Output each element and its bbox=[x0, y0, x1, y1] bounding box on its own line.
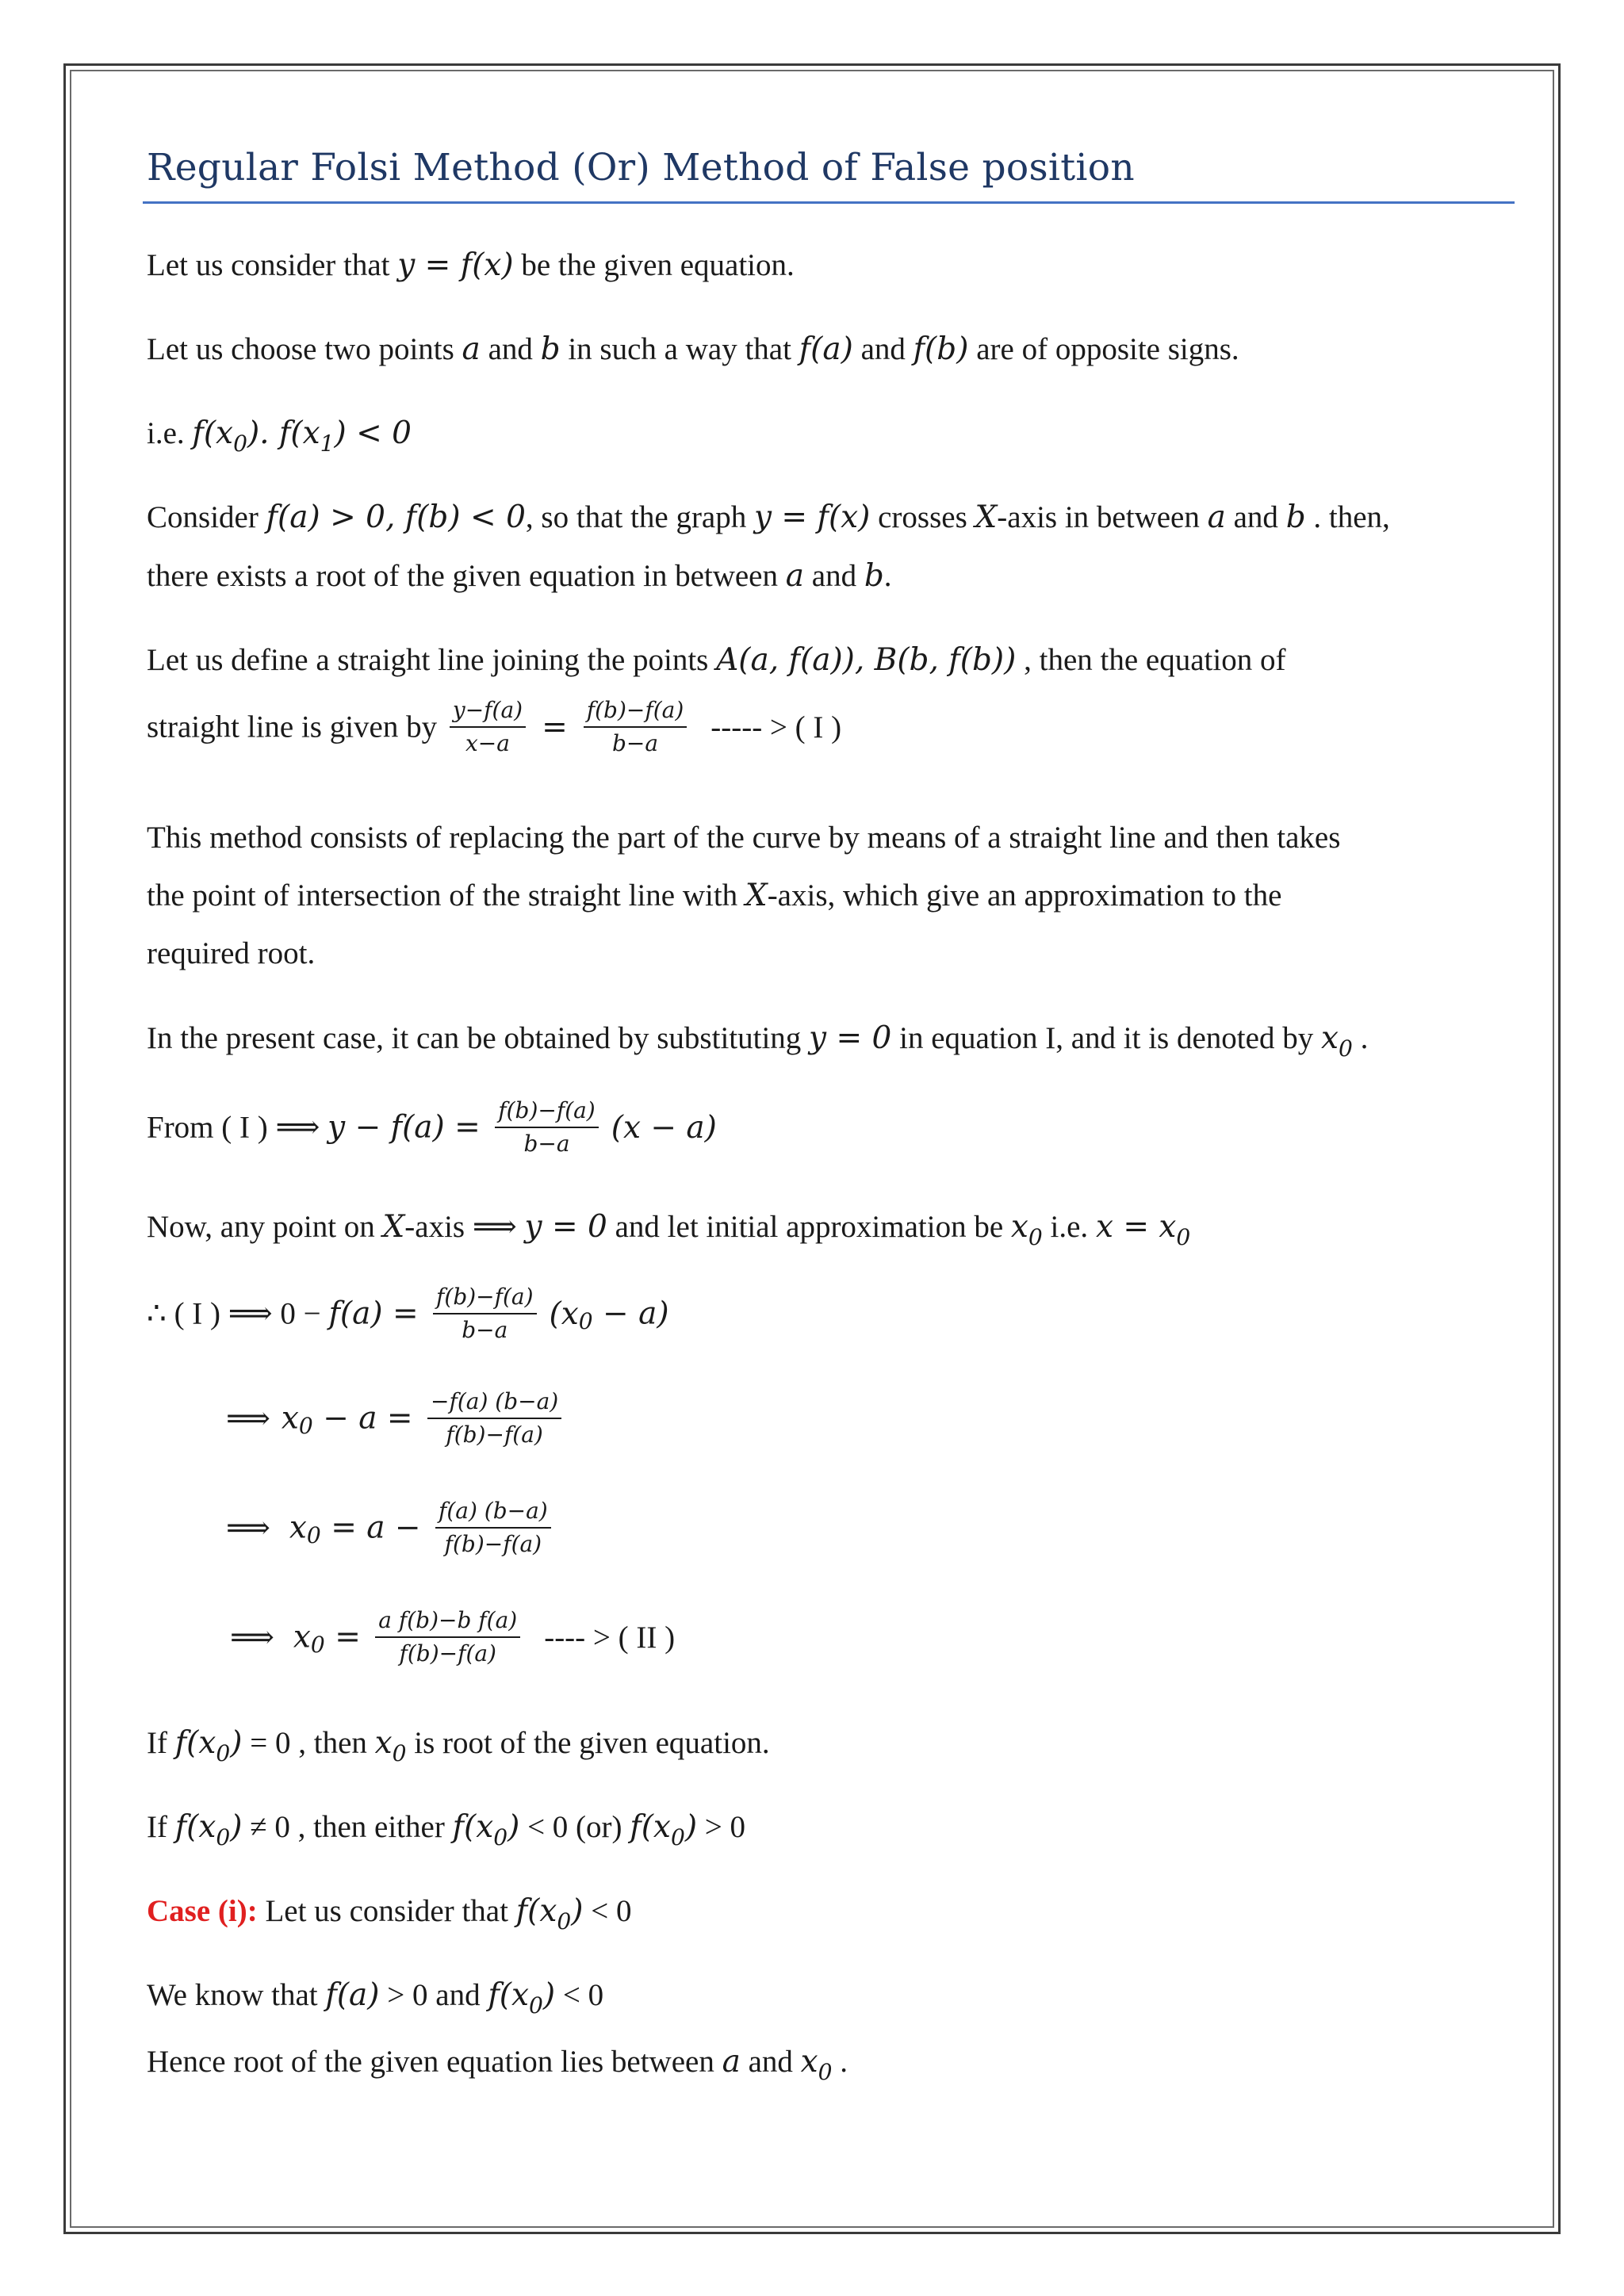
paragraph-we-know bbox=[147, 1977, 603, 2019]
math-expr: y = 0 bbox=[809, 1020, 892, 1056]
math-expr: b bbox=[864, 558, 884, 594]
math-expr: − a = bbox=[312, 1400, 423, 1437]
math-expr: f(x bbox=[174, 1725, 216, 1761]
math-expr: a bbox=[722, 2044, 741, 2080]
text: In the present case, it can be obtained by substituting bbox=[147, 1021, 810, 1055]
text: and bbox=[1225, 500, 1286, 534]
subscript: 0 bbox=[216, 1739, 231, 1766]
case-label: Case (i): bbox=[147, 1894, 258, 1928]
text: This method consists of replacing the part of the curve by means of a straight line and then takes bbox=[147, 821, 1341, 855]
paragraph-case-one bbox=[147, 1893, 631, 1935]
text: Hence root of the given equation lies between bbox=[147, 2045, 722, 2079]
fraction bbox=[435, 1498, 551, 1557]
equation-step-3 bbox=[230, 1608, 675, 1667]
fraction-numerator: f(b)−f(a) bbox=[433, 1284, 537, 1314]
math-expr: f(x bbox=[192, 415, 234, 451]
text: We know that bbox=[147, 1978, 326, 2012]
subscript: 0 bbox=[216, 1823, 231, 1850]
equation-therefore bbox=[147, 1284, 669, 1343]
text: Consider bbox=[147, 500, 266, 534]
subscript: 1 bbox=[320, 430, 335, 457]
math-expr: f(a) bbox=[325, 1977, 380, 2013]
math-expr: (x bbox=[549, 1295, 579, 1332]
text: . bbox=[832, 2045, 848, 2079]
paragraph-consider bbox=[147, 499, 1390, 537]
text: < 0 bbox=[583, 1894, 632, 1928]
text: ∴ ( I ) ⟹ 0 − bbox=[147, 1296, 329, 1331]
math-expr: (x − a) bbox=[611, 1109, 717, 1146]
paragraph-method-desc-1 bbox=[147, 820, 1340, 857]
text: = 0 , then bbox=[242, 1726, 375, 1760]
math-expr: = bbox=[542, 709, 568, 745]
subscript: 0 bbox=[557, 1908, 572, 1934]
subscript: 0 bbox=[298, 1412, 313, 1439]
math-expr: ) bbox=[230, 1725, 243, 1761]
implies-symbol: ⟹ bbox=[226, 1400, 270, 1437]
math-expr: X bbox=[382, 1209, 405, 1245]
math-expr: f(x bbox=[515, 1893, 557, 1929]
fraction bbox=[427, 1389, 561, 1448]
text: -axis in between bbox=[997, 500, 1208, 534]
subscript: 0 bbox=[1028, 1223, 1043, 1250]
math-expr: x = x bbox=[1095, 1209, 1177, 1245]
subscript: 0 bbox=[310, 1631, 325, 1658]
text: and bbox=[852, 332, 914, 366]
text: . bbox=[883, 559, 892, 593]
math-expr: b bbox=[1285, 499, 1306, 535]
math-expr: X bbox=[745, 878, 768, 913]
math-expr: f(a) = bbox=[328, 1295, 429, 1332]
paragraph-if-nonzero bbox=[147, 1809, 745, 1851]
text: be the given equation. bbox=[513, 248, 795, 282]
fraction-numerator: −f(a) (b−a) bbox=[427, 1389, 561, 1419]
paragraph-if-zero bbox=[147, 1725, 770, 1767]
paragraph-given-equation bbox=[147, 247, 795, 285]
paragraph-present-case bbox=[147, 1020, 1368, 1062]
title-underline bbox=[143, 201, 1515, 204]
fraction-denominator: f(b)−f(a) bbox=[399, 1640, 496, 1667]
text: , so that the graph bbox=[525, 500, 754, 534]
subscript: 0 bbox=[818, 2058, 833, 2085]
math-expr: ) < 0 bbox=[334, 415, 412, 451]
text: Let us choose two points bbox=[147, 332, 462, 366]
subscript: 0 bbox=[1176, 1223, 1191, 1250]
paragraph-initial-approx bbox=[147, 1209, 1190, 1251]
math-expr: A(a, f(a)), B(b, f(b)) bbox=[716, 642, 1017, 678]
math-expr: x bbox=[1010, 1209, 1028, 1245]
text: and bbox=[740, 2045, 801, 2079]
text: , then the equation of bbox=[1016, 643, 1286, 677]
math-expr: ) bbox=[508, 1809, 520, 1845]
text: . bbox=[1352, 1021, 1369, 1055]
math-expr: y = f(x) bbox=[397, 247, 514, 283]
text: From ( I ) ⟹ bbox=[147, 1110, 328, 1145]
text: required root. bbox=[147, 936, 316, 970]
text: there exists a root of the given equation in between bbox=[147, 559, 786, 593]
text: . then, bbox=[1305, 500, 1390, 534]
fraction bbox=[433, 1284, 537, 1343]
math-expr: = a − bbox=[320, 1510, 431, 1546]
subscript: 0 bbox=[578, 1307, 593, 1334]
text: -axis ⟹ bbox=[404, 1210, 525, 1244]
text: i.e. bbox=[147, 416, 193, 450]
math-expr: x bbox=[1320, 1020, 1339, 1056]
subscript: 0 bbox=[1338, 1035, 1353, 1062]
math-expr: f(a) > 0, f(b) < 0 bbox=[266, 499, 526, 535]
text: the point of intersection of the straight line with bbox=[147, 878, 745, 913]
subscript: 0 bbox=[233, 430, 247, 457]
subscript: 0 bbox=[306, 1521, 321, 1548]
fraction-numerator: a f(b)−b f(a) bbox=[375, 1608, 520, 1638]
math-expr: ) bbox=[571, 1893, 584, 1929]
math-expr: ). f(x bbox=[247, 415, 320, 451]
text: < 0 (or) bbox=[519, 1810, 630, 1844]
text: straight line is given by bbox=[147, 710, 445, 744]
subscript: 0 bbox=[392, 1739, 407, 1766]
equation-step-1 bbox=[226, 1389, 566, 1448]
text: If bbox=[147, 1810, 175, 1844]
subscript: 0 bbox=[670, 1823, 685, 1850]
text: in such a way that bbox=[560, 332, 799, 366]
paragraph-choose-points bbox=[147, 331, 1239, 369]
math-expr: x bbox=[800, 2044, 818, 2080]
math-expr: ) bbox=[684, 1809, 698, 1845]
math-expr: y = 0 bbox=[524, 1209, 607, 1245]
fraction bbox=[584, 698, 688, 756]
math-expr: b bbox=[540, 331, 561, 367]
math-expr: ) bbox=[230, 1809, 243, 1845]
equation-step-2 bbox=[226, 1498, 556, 1557]
text: ≠ 0 , then either bbox=[242, 1810, 453, 1844]
text: -axis, which give an approximation to the bbox=[767, 878, 1282, 913]
math-expr: x bbox=[293, 1619, 311, 1655]
text: and bbox=[480, 332, 541, 366]
text: Let us define a straight line joining the points bbox=[147, 643, 717, 677]
math-expr: a bbox=[462, 331, 481, 367]
equation-label: ----- > ( I ) bbox=[710, 710, 842, 744]
fraction-numerator: f(a) (b−a) bbox=[435, 1498, 551, 1529]
math-expr: f(x bbox=[174, 1809, 216, 1845]
fraction-denominator: x−a bbox=[465, 730, 510, 757]
math-expr: f(x bbox=[452, 1809, 494, 1845]
math-expr: = bbox=[324, 1619, 371, 1655]
math-expr: f(x bbox=[630, 1809, 671, 1845]
text: Let us consider that bbox=[147, 248, 398, 282]
paragraph-method-desc-3 bbox=[147, 936, 315, 973]
text: and bbox=[804, 559, 864, 593]
equation-label: ---- > ( II ) bbox=[544, 1620, 676, 1655]
equation-from-one bbox=[147, 1098, 717, 1157]
text: are of opposite signs. bbox=[968, 332, 1239, 366]
math-expr: y − f(a) = bbox=[327, 1109, 491, 1146]
equation-one bbox=[147, 698, 841, 756]
fraction bbox=[450, 698, 526, 756]
fraction-denominator: b−a bbox=[523, 1131, 570, 1158]
math-expr: y = f(x) bbox=[754, 499, 871, 535]
text: < 0 bbox=[555, 1978, 604, 2012]
math-expr: x bbox=[281, 1400, 299, 1437]
subscript: 0 bbox=[529, 1992, 543, 2019]
fraction-denominator: f(b)−f(a) bbox=[446, 1422, 543, 1448]
fraction-numerator: f(b)−f(a) bbox=[584, 698, 688, 728]
text: Let us consider that bbox=[257, 1894, 516, 1928]
math-expr: f(x bbox=[488, 1977, 529, 2013]
text: in equation I, and it is denoted by bbox=[891, 1021, 1321, 1055]
paragraph-ie-product bbox=[147, 415, 412, 457]
text: and let initial approximation be bbox=[607, 1210, 1011, 1244]
text: > 0 and bbox=[379, 1978, 488, 2012]
text: Now, any point on bbox=[147, 1210, 383, 1244]
math-expr: f(a) bbox=[799, 331, 853, 367]
paragraph-method-desc-2 bbox=[147, 878, 1281, 915]
paragraph-straight-line bbox=[147, 642, 1285, 679]
fraction bbox=[375, 1608, 520, 1667]
fraction bbox=[495, 1098, 599, 1157]
text: crosses bbox=[870, 500, 975, 534]
implies-symbol: ⟹ bbox=[226, 1510, 270, 1546]
fraction-denominator: b−a bbox=[462, 1317, 508, 1344]
fraction-numerator: f(b)−f(a) bbox=[495, 1098, 599, 1128]
fraction-denominator: f(b)−f(a) bbox=[444, 1531, 542, 1558]
math-expr: a bbox=[1207, 499, 1226, 535]
text: If bbox=[147, 1726, 175, 1760]
math-expr: X bbox=[975, 499, 998, 535]
paragraph-root-lies bbox=[147, 2044, 848, 2086]
page-title: Regular Folsi Method (Or) Method of False position bbox=[147, 146, 1135, 189]
math-expr: ) bbox=[542, 1977, 556, 2013]
fraction-denominator: b−a bbox=[611, 730, 659, 757]
text: is root of the given equation. bbox=[406, 1726, 770, 1760]
subscript: 0 bbox=[493, 1823, 508, 1850]
text: i.e. bbox=[1042, 1210, 1096, 1244]
fraction-numerator: y−f(a) bbox=[450, 698, 526, 728]
math-expr: a bbox=[785, 558, 805, 594]
math-expr: f(b) bbox=[913, 331, 969, 367]
math-expr: − a) bbox=[592, 1295, 669, 1332]
math-expr: x bbox=[374, 1725, 393, 1761]
implies-symbol: ⟹ bbox=[230, 1619, 274, 1655]
math-expr: x bbox=[289, 1510, 307, 1546]
text: > 0 bbox=[697, 1810, 746, 1844]
paragraph-root-exists bbox=[147, 558, 892, 595]
